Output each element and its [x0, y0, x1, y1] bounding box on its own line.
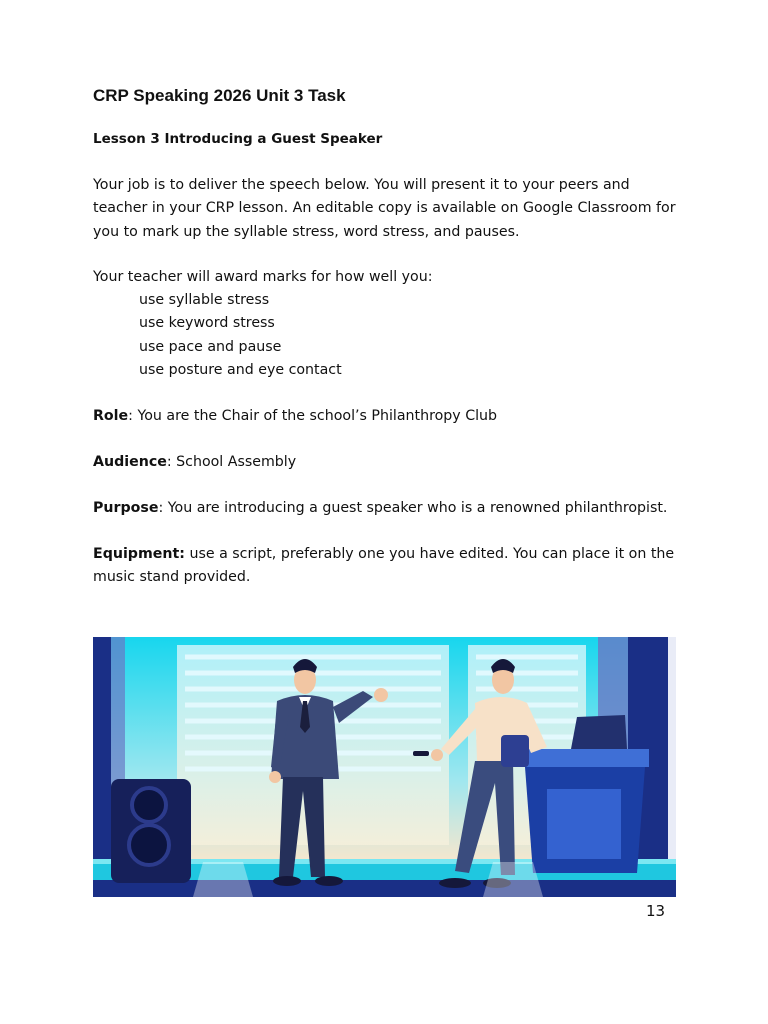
- audience-label: Audience: [93, 454, 167, 470]
- criteria-item: use keyword stress: [139, 315, 275, 332]
- purpose-label: Purpose: [93, 500, 159, 516]
- role-label: Role: [93, 408, 129, 424]
- stage-illustration: [93, 637, 676, 897]
- page-number: 13: [646, 902, 666, 920]
- lesson-heading: Lesson 3 Introducing a Guest Speaker: [93, 131, 383, 147]
- left-pillar: [93, 637, 111, 897]
- audience-text: : School Assembly: [166, 454, 297, 470]
- purpose-text: : You are introducing a guest speaker who is a renowned philanthropist.: [158, 500, 668, 516]
- criteria-item: use pace and pause: [139, 338, 282, 355]
- intro-line: Your job is to deliver the speech below. You will present it to your peers and: [93, 177, 630, 193]
- speaker-icon: [111, 779, 191, 883]
- purpose-line: [93, 497, 693, 520]
- intro-line: you to mark up the syllable stress, word stress, and pauses.: [93, 223, 520, 240]
- equipment-text: use a script, preferably one you have edited. You can place it on the: [184, 546, 675, 562]
- role-text: : You are the Chair of the school’s Philanthropy Club: [128, 408, 498, 424]
- criteria-item: use posture and eye contact: [139, 361, 342, 378]
- criteria-list: [139, 289, 342, 382]
- equipment-label: Equipment:: [93, 546, 185, 562]
- equipment-text: music stand provided.: [93, 569, 251, 586]
- criteria-item: use syllable stress: [139, 292, 270, 308]
- audience-line: [93, 451, 693, 474]
- role-line: [93, 405, 693, 428]
- page-title: CRP Speaking 2026 Unit 3 Task: [93, 86, 346, 105]
- intro-line: teacher in your CRP lesson. An editable copy is available on Google Classroom for: [93, 200, 676, 217]
- marks-intro: Your teacher will award marks for how well you:: [93, 269, 433, 285]
- intro-paragraph: [93, 174, 693, 244]
- equipment-line: [93, 543, 693, 590]
